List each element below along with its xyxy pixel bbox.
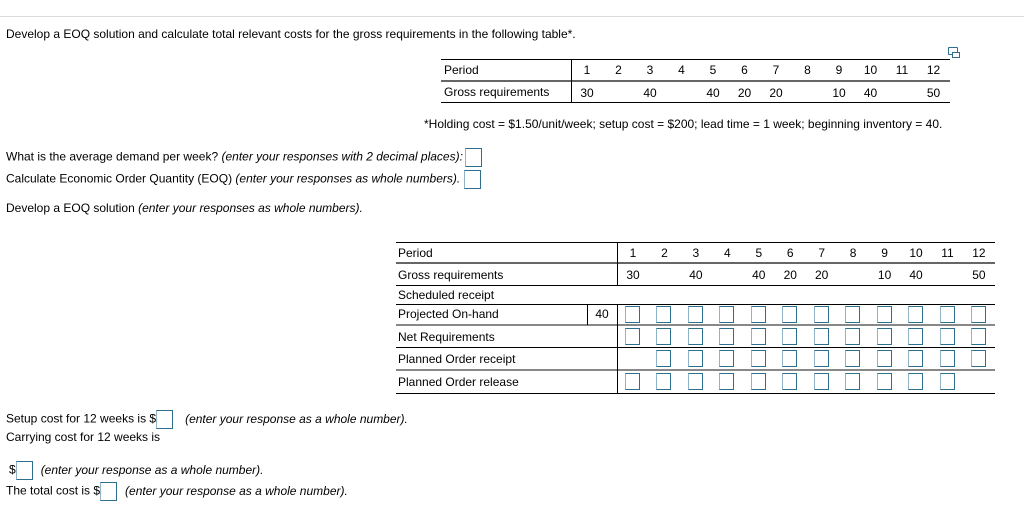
gross-value: 40 [643,86,657,100]
net-requirements-label: Net Requirements [398,330,495,344]
q2-hint: (enter your responses as whole numbers). [235,171,461,186]
period-number: 12 [972,246,986,260]
q2-text: Calculate Economic Order Quantity (EOQ) [6,171,236,186]
period-number: 2 [615,63,622,77]
period-number: 1 [583,63,591,77]
net-requirements-input[interactable] [625,328,640,345]
planned-order-receipt-input[interactable] [940,350,955,367]
projected-on-hand-input[interactable] [625,306,640,323]
net-requirements-input[interactable] [971,328,986,345]
gross-value: 50 [926,86,941,100]
projected-on-hand-input[interactable] [814,306,829,323]
period-number: 6 [741,63,748,77]
net-requirements-input[interactable] [845,328,860,345]
net-requirements-input[interactable] [751,328,766,345]
table-border [441,59,950,60]
period-number: 2 [661,246,668,260]
planned-order-receipt-input[interactable] [751,350,766,367]
period-number: 5 [709,63,717,77]
period-number: 11 [941,246,954,260]
planned-order-release-label: Planned Order release [398,375,519,389]
q1-text: What is the average demand per week? [6,149,222,164]
projected-on-hand-input[interactable] [688,306,703,323]
gross-label: Gross requirements [444,85,550,99]
gross-value: 20 [737,86,752,100]
period-number: 4 [724,246,731,260]
planned-order-release-input[interactable] [877,373,892,390]
gross-value: 20 [769,86,783,100]
gross-value: 40 [752,268,766,282]
projected-on-hand-input[interactable] [656,306,671,323]
carry-text: Carrying cost for 12 weeks is [6,430,161,444]
gross-value: 30 [580,86,594,100]
projected-on-hand-input[interactable] [719,306,734,323]
q-total-cost [6,482,348,501]
gross-value: 20 [783,268,797,282]
planned-order-receipt-input[interactable] [971,350,986,367]
projected-on-hand-input[interactable] [782,306,797,323]
total-cost-input[interactable] [100,482,117,501]
setup-cost-input[interactable] [156,410,173,429]
initial-on-hand: 40 [595,307,609,321]
period-label: Period [444,63,479,77]
planned-order-receipt-input[interactable] [782,350,797,367]
gross-value: 20 [815,268,829,282]
q-setup-cost [6,410,408,429]
period-number: 1 [629,246,637,260]
row-divider [396,369,995,371]
q-average-demand [6,148,482,167]
period-number: 3 [646,63,654,77]
row-divider [396,304,995,305]
top-divider [0,16,1024,17]
projected-on-hand-input[interactable] [877,306,892,323]
table-border [396,242,995,243]
planned-order-release-input[interactable] [940,373,955,390]
planned-order-release-input[interactable] [908,373,923,390]
net-requirements-input[interactable] [688,328,703,345]
gross-value: 10 [832,86,846,100]
projected-on-hand-input[interactable] [908,306,923,323]
planned-order-receipt-input[interactable] [719,350,734,367]
planned-order-receipt-input[interactable] [845,350,860,367]
projected-on-hand-input[interactable] [751,306,766,323]
planned-order-release-input[interactable] [751,373,766,390]
planned-order-receipt-input[interactable] [656,350,671,367]
planned-order-release-input[interactable] [814,373,829,390]
q3-hint: (enter your responses as whole numbers). [138,201,363,215]
period-number: 12 [926,63,941,77]
period-number: 9 [881,246,888,260]
planned-order-release-input[interactable] [782,373,797,390]
eoq-input[interactable] [464,170,481,189]
table-border [441,102,950,103]
question-intro: Develop a EOQ solution and calculate total relevant costs for the gross requirements in the following table*. [6,27,576,41]
projected-on-hand-input[interactable] [845,306,860,323]
period-number: 8 [804,63,811,77]
net-requirements-input[interactable] [656,328,671,345]
net-requirements-input[interactable] [908,328,923,345]
table-header-divider [441,80,950,82]
period-number: 11 [895,63,909,77]
average-demand-input[interactable] [465,148,482,167]
projected-on-hand-input[interactable] [971,306,986,323]
table-header-divider [396,262,995,264]
planned-order-release-input[interactable] [688,373,703,390]
carrying-cost-input[interactable] [16,461,33,480]
planned-order-release-input[interactable] [719,373,734,390]
q1-hint: (enter your responses with 2 decimal places): [221,149,463,164]
projected-on-hand-input[interactable] [940,306,955,323]
net-requirements-input[interactable] [814,328,829,345]
net-requirements-input[interactable] [719,328,734,345]
row-divider [396,347,995,348]
q-eoq [6,170,481,189]
gross-value: 50 [972,268,986,282]
net-requirements-input[interactable] [877,328,892,345]
gross-value: 40 [689,268,703,282]
row-divider [396,285,995,286]
expand-table-icon[interactable] [948,47,958,55]
table-border [396,393,995,394]
planned-order-receipt-input[interactable] [877,350,892,367]
row-divider [396,324,995,326]
period-label: Period [398,246,433,260]
net-requirements-input[interactable] [940,328,955,345]
period-number: 6 [786,246,794,260]
planned-order-receipt-input[interactable] [908,350,923,367]
period-number: 7 [818,246,826,260]
setup-hint: (enter your response as a whole number). [185,411,408,426]
period-number: 8 [849,246,857,260]
period-number: 5 [755,246,763,260]
scheduled-receipt-label: Scheduled receipt [398,288,495,302]
gross-value: 40 [909,268,923,282]
gross-requirements-label: Gross requirements [398,268,504,282]
period-number: 9 [835,63,843,77]
planned-order-release-input[interactable] [656,373,671,390]
projected-on-hand-label: Projected On-hand [398,307,499,321]
period-number: 3 [692,246,700,260]
total-text: The total cost is $ [6,483,101,498]
table-column-divider [617,304,618,393]
planned-order-receipt-input[interactable] [814,350,829,367]
carry-hint: (enter your response as a whole number). [40,462,264,477]
period-number: 4 [678,63,685,77]
period-number: 10 [863,63,878,77]
carry-dollar: $ [9,462,16,477]
gross-value: 30 [626,268,640,282]
period-number: 7 [772,63,780,77]
total-hint: (enter your response as a whole number). [125,483,348,498]
q-eoq-solution [6,201,363,215]
planned-order-release-input[interactable] [625,373,640,390]
planned-order-receipt-label: Planned Order receipt [398,352,516,366]
gross-value: 40 [863,86,878,100]
setup-text: Setup cost for 12 weeks is $ [6,411,157,426]
period-number: 10 [909,246,923,260]
net-requirements-input[interactable] [782,328,797,345]
planned-order-release-input[interactable] [845,373,860,390]
planned-order-receipt-input[interactable] [688,350,703,367]
q-carrying-cost [9,461,263,480]
gross-value: 40 [706,86,720,100]
gross-value: 10 [877,268,892,282]
q3-text: Develop a EOQ solution [6,201,139,215]
footnote: *Holding cost = $1.50/unit/week; setup cost = $200; lead time = 1 week; beginning inventory = 40. [424,117,943,131]
